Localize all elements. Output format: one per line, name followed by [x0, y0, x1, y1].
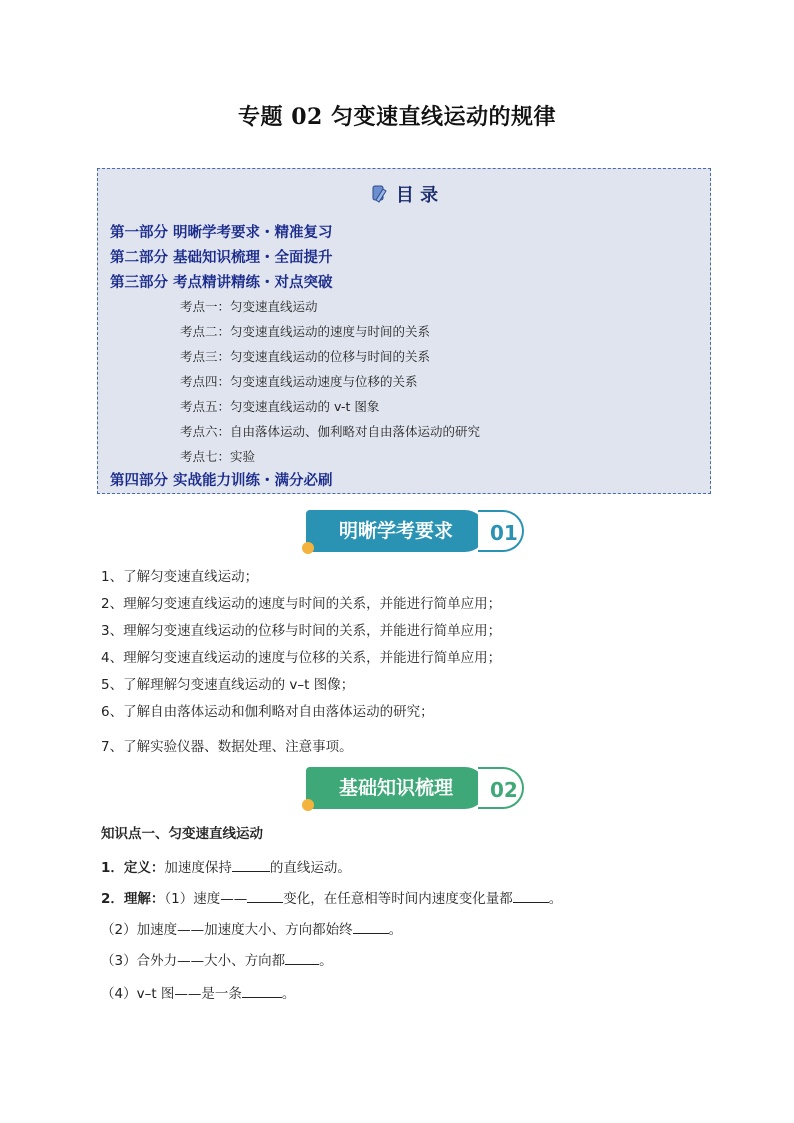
definition-line: [101, 856, 351, 876]
understanding-text-a: （1）速度——: [164, 891, 248, 907]
toc-sub-4[interactable]: 考点四：匀变速直线运动速度与位移的关系: [180, 374, 418, 389]
banner-dot-icon: [302, 799, 314, 811]
banner-number: 01: [478, 510, 524, 552]
answer-blank[interactable]: [247, 890, 283, 903]
requirement-item: 3、理解匀变速直线运动的位移与时间的关系，并能进行简单应用；: [101, 623, 502, 639]
answer-blank[interactable]: [513, 890, 549, 903]
toc-heading: [98, 181, 710, 209]
banner-number: 02: [478, 767, 524, 809]
answer-blank[interactable]: [353, 921, 389, 934]
requirement-item: 2、理解匀变速直线运动的速度与时间的关系，并能进行简单应用；: [101, 596, 502, 612]
item-3-line: [101, 949, 333, 969]
answer-blank[interactable]: [232, 859, 270, 872]
knowledge-heading: 知识点一、匀变速直线运动: [101, 826, 263, 842]
definition-text-a: 加速度保持: [164, 860, 232, 876]
banner-label: 基础知识梳理: [306, 767, 486, 809]
requirement-item: 6、了解自由落体运动和伽利略对自由落体运动的研究；: [101, 704, 434, 720]
understanding-text-b: 变化，在任意相等时间内速度变化量都: [283, 891, 513, 907]
requirement-item: 7、了解实验仪器、数据处理、注意事项。: [101, 739, 353, 755]
toc-part-1[interactable]: 第一部分 明晰学考要求・精准复习: [110, 225, 333, 241]
item-3-text-b: 。: [319, 953, 333, 969]
definition-text-b: 的直线运动。: [269, 860, 351, 876]
toc-part-2[interactable]: 第二部分 基础知识梳理・全面提升: [110, 250, 333, 266]
toc-sub-2[interactable]: 考点二：匀变速直线运动的速度与时间的关系: [180, 324, 431, 339]
table-of-contents: [97, 168, 711, 494]
section-banner-2: [302, 767, 524, 813]
item-2-text-a: （2）加速度——加速度大小、方向都始终: [101, 922, 353, 938]
item-2-text-b: 。: [388, 922, 403, 938]
item-4-text-a: （4）v–t 图——是一条: [101, 986, 242, 1002]
answer-blank[interactable]: [242, 985, 282, 998]
toc-part-4[interactable]: 第四部分 实战能力训练・满分必刷: [110, 473, 333, 489]
toc-sub-1[interactable]: 考点一：匀变速直线运动: [180, 299, 318, 314]
toc-heading-text: 目 录: [395, 185, 439, 206]
item-4-line: [101, 982, 295, 1002]
requirement-item: 4、理解匀变速直线运动的速度与位移的关系，并能进行简单应用；: [101, 650, 502, 666]
page-title: 专题 02 匀变速直线运动的规律: [238, 104, 556, 130]
requirement-item: 1、了解匀变速直线运动；: [101, 569, 259, 585]
understanding-line: [101, 887, 562, 907]
toc-sub-3[interactable]: 考点三：匀变速直线运动的位移与时间的关系: [180, 349, 431, 364]
banner-label: 明晰学考要求: [306, 510, 486, 552]
answer-blank[interactable]: [285, 952, 319, 965]
item-2-line: [101, 918, 402, 938]
item-3-text-a: （3）合外力——大小、方向都: [101, 953, 286, 969]
understanding-text-c: 。: [548, 891, 563, 907]
pen-icon: [370, 184, 390, 209]
banner-dot-icon: [302, 542, 314, 554]
section-banner-1: [302, 510, 524, 556]
requirement-item: 5、了解理解匀变速直线运动的 v–t 图像；: [101, 677, 355, 693]
toc-sub-7[interactable]: 考点七：实验: [180, 449, 256, 464]
toc-sub-6[interactable]: 考点六：自由落体运动、伽利略对自由落体运动的研究: [180, 424, 481, 439]
toc-part-3[interactable]: 第三部分 考点精讲精练・对点突破: [110, 275, 333, 291]
item-4-text-b: 。: [281, 986, 296, 1002]
definition-label: 1．定义：: [101, 860, 165, 876]
understanding-label: 2．理解：: [101, 891, 165, 907]
toc-sub-5[interactable]: 考点五：匀变速直线运动的 v-t 图象: [180, 399, 380, 414]
